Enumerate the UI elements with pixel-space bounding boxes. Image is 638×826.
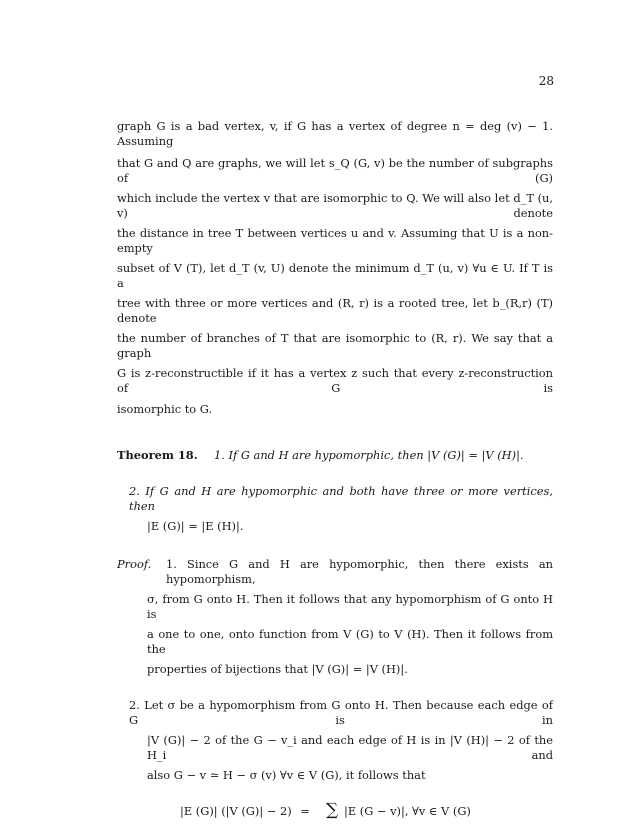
text-line: isomorphic to G. [117,402,213,416]
text-line: subset of V (T), let d_T (v, U) denote the minimum d_T (u, v) ∀u ∈ U. If T is a [117,261,553,290]
text-line: G is z-reconstructible if it has a vertex z such that every z-reconstruction of G is [117,366,553,395]
text-line: the distance in tree T between vertices u and v. Assuming that U is a non-empty [117,226,553,255]
proof-part-1-line-1: 1. Since G and H are hypomorphic, then there exists an hypomorphism, [166,557,553,586]
text-line: that G and Q are graphs, we will let s_Q (G, v) be the number of subgraphs of (G) [117,156,553,185]
theorem-item-1: 1. If G and H are hypomorphic, then |V (G)| = |V (H)|. [214,448,524,462]
text-line: the number of branches of T that are isomorphic to (R, r). We say that a graph [117,331,553,360]
proof-part-2-line: |V (G)| − 2 of the G − v_i and each edge of H is in |V (H)| − 2 of the H_i and [147,733,553,762]
text-line: which include the vertex v that are isomorphic to Q. We will also let d_T (u, v) denote [117,191,553,220]
theorem-item-2-line-2: |E (G)| = |E (H)|. [147,519,244,533]
proof-part-1-line: σ, from G onto H. Then it follows that any hypomorphism of G onto H is [147,592,553,621]
theorem-item-2-line-1: 2. If G and H are hypomorphic and both have three or more vertices, then [129,484,553,513]
equation-relation: = [300,804,310,818]
sum-symbol: ∑ [326,800,339,820]
proof-part-2-line-1: 2. Let σ be a hypomorphism from G onto H. Then because each edge of G is in [129,698,553,727]
text-line: graph G is a bad vertex, v, if G has a vertex of degree n = deg (v) − 1. Assuming [117,119,553,148]
proof-part-1-line: properties of bijections that |V (G)| = |V (H)|. [147,662,408,676]
equation-lhs: |E (G)| (|V (G)| − 2) [180,804,292,818]
proof-label: Proof. [117,557,152,571]
text-line: tree with three or more vertices and (R, r) is a rooted tree, let b_(R,r) (T) denote [117,296,553,325]
proof-part-1-line: a one to one, onto function from V (G) to V (H). Then it follows from the [147,627,553,656]
equation-rhs: |E (G − v)|, ∀v ∈ V (G) [344,804,471,818]
page-number: 28 [538,74,554,88]
theorem-label: Theorem 18. [117,448,198,462]
display-equation [0,800,638,826]
proof-part-2-line: also G − v ≃ H − σ (v) ∀v ∈ V (G), it follows that [147,768,426,782]
